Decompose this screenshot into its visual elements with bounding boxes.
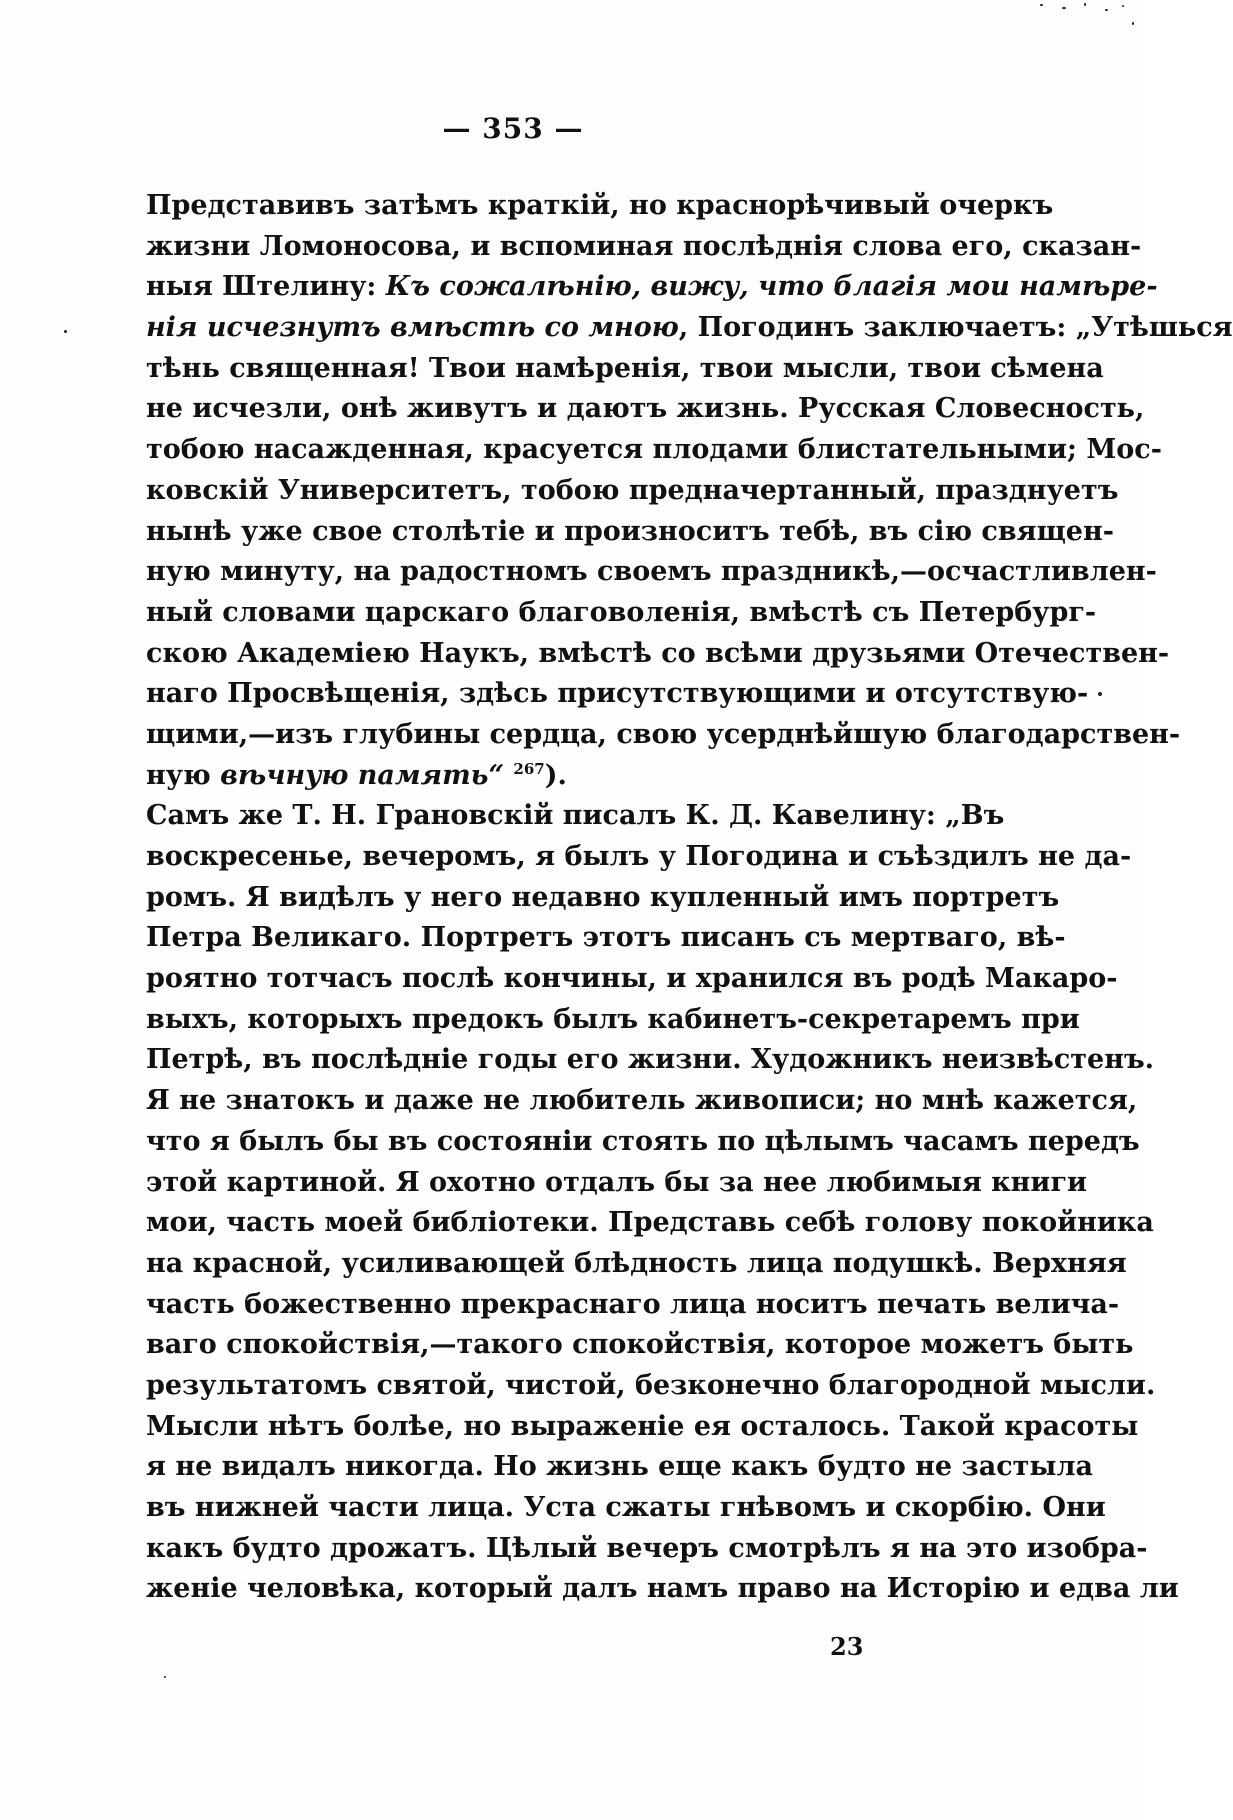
text-span: Петрѣ, въ послѣдніе годы его жизни. Художникъ неизвѣстенъ. [146, 1044, 1155, 1076]
text-line [146, 1163, 1088, 1204]
page-number: — 353 — [442, 112, 584, 145]
text-span: наго Просвѣщенія, здѣсь присутствующими и отсутствую- [146, 678, 1089, 710]
text-span: въ нижней части лица. Уста сжаты гнѣвомъ и скорбію. Они [146, 1492, 1106, 1523]
text-span: ваго спокойствія,—такого спокойствія, которое можетъ быть [146, 1329, 1134, 1361]
text-line [146, 512, 1114, 553]
text-line [146, 1000, 1080, 1041]
italic-quote: нія исчезнутъ вмѣстѣ со мною [146, 312, 679, 344]
text-line [146, 1040, 1155, 1081]
text-span: часть божественно прекраснаго лица носитъ печать велича- [146, 1288, 1120, 1320]
text-line [146, 756, 944, 797]
scan-edge-noise [1010, 0, 1140, 40]
text-span: ный словами царскаго благоволенія, вмѣстѣ съ Петербург- [146, 596, 1097, 628]
text-line [146, 1407, 1139, 1448]
scan-speck [1098, 692, 1102, 696]
text-line [146, 1122, 1140, 1163]
paragraph-2 [146, 796, 1179, 1610]
text-line [146, 389, 1145, 430]
text-span: Петра Великаго. Портретъ этотъ писанъ съ мертваго, вѣ- [146, 922, 1066, 954]
text-line [146, 1366, 1156, 1407]
text-line [146, 593, 1097, 634]
text-line [146, 1529, 1148, 1570]
scan-speck [164, 1676, 166, 1678]
text-span: роятно тотчасъ послѣ кончины, и хранился въ родѣ Макаро- [146, 963, 1118, 995]
text-span: воскресенье, вечеромъ, я былъ у Погодина и съѣздилъ не да- [146, 841, 1132, 872]
text-span: ). [544, 759, 567, 791]
italic-quote: Къ сожалѣнію, вижу, что благія мои намѣре- [385, 271, 1158, 303]
text-span: щими,—изъ глубины сердца, свою усерднѣйшую благодарствен- [146, 718, 1181, 750]
text-line [146, 674, 1089, 715]
text-line [146, 186, 1054, 227]
text-line [146, 1325, 1134, 1366]
text-line [146, 430, 1162, 471]
text-span: что я былъ бы въ состояніи стоять по цѣлымъ часамъ передъ [146, 1125, 1140, 1157]
text-line [146, 878, 1060, 919]
text-line [146, 552, 1157, 593]
text-span: Я не знатокъ и даже не любитель живописи; но мнѣ кажется, [146, 1085, 1138, 1117]
text-line [146, 634, 1170, 675]
text-line [146, 227, 1142, 268]
text-span: ковскій Университетъ, тобою предначертанный, празднуетъ [146, 474, 1119, 506]
footnote-ref[interactable]: 267 [513, 759, 545, 778]
text-span: выхъ, которыхъ предокъ былъ кабинетъ-секретаремъ при [146, 1003, 1080, 1035]
text-span: я не видалъ никогда. Но жизнь еще какъ будто не застыла [146, 1451, 1094, 1483]
text-span: этой картиной. Я охотно отдалъ бы за нее любимыя книги [146, 1166, 1088, 1198]
text-span: результатомъ святой, чистой, безконечно благородной мысли. [146, 1369, 1156, 1401]
text-span: жизни Ломоносова, и вспоминая послѣднія слова его, сказан- [146, 230, 1142, 262]
text-span: тѣнь священная! Твои намѣренія, твои мысли, твои сѣмена [146, 352, 1104, 384]
text-span: , Погодинъ заключаетъ: „Утѣшься [678, 312, 1233, 344]
text-span: ную [146, 759, 221, 791]
printer-signature: 23 [830, 1632, 864, 1661]
text-span: ную минуту, на радостномъ своемъ праздникѣ,—осчастливлен- [146, 556, 1157, 588]
text-line [146, 1285, 1120, 1326]
paragraph-1 [146, 186, 1233, 796]
text-span: мои, часть моей библіотеки. Представь себѣ голову покойника [146, 1207, 1154, 1239]
text-span: Представивъ затѣмъ краткій, но краснорѣчивый очеркъ [146, 190, 1054, 221]
text-line [146, 1569, 1179, 1610]
text-line [146, 715, 1181, 756]
text-line [146, 1203, 1154, 1244]
text-line [146, 1081, 1138, 1122]
text-line [146, 1447, 1094, 1488]
text-span: какъ будто дрожатъ. Цѣлый вечеръ смотрѣлъ я на это изобра- [146, 1532, 1148, 1564]
body-text [146, 186, 1233, 1610]
text-line [146, 349, 1104, 390]
scan-speck [64, 330, 67, 333]
text-span: не исчезли, онѣ живутъ и даютъ жизнь. Русская Словесность, [146, 393, 1145, 425]
italic-quote: вѣчную память [220, 759, 489, 791]
text-span: тобою насажденная, красуется плодами блистательными; Мос- [146, 434, 1162, 466]
text-span: Самъ же Т. Н. Грановскій писалъ К. Д. Кавелину: „Въ [146, 800, 1005, 832]
text-span: Мысли нѣтъ болѣе, но выраженіе ея осталось. Такой красоты [146, 1410, 1139, 1442]
text-line [146, 918, 1066, 959]
text-span: ромъ. Я видѣлъ у него недавно купленный имъ портретъ [146, 881, 1060, 913]
text-span: скою Академіею Наукъ, вмѣстѣ со всѣми друзьями Отечествен- [146, 637, 1170, 669]
text-line [146, 959, 1118, 1000]
text-line [146, 1244, 1127, 1285]
text-span: нынѣ уже свое столѣтіе и произноситъ тебѣ, въ сію священ- [146, 515, 1114, 547]
text-line [146, 837, 1132, 878]
text-span: ныя Штелину: [146, 271, 386, 303]
closing-quote: “ [488, 759, 514, 791]
text-line [146, 267, 1158, 308]
text-span: женіе человѣка, который далъ намъ право на Исторію и едва ли [146, 1573, 1179, 1605]
text-line [146, 796, 1005, 837]
text-line [146, 308, 1233, 349]
text-span: на красной, усиливающей блѣдность лица подушкѣ. Верхняя [146, 1247, 1127, 1279]
text-line [146, 1488, 1106, 1529]
text-line [146, 471, 1119, 512]
